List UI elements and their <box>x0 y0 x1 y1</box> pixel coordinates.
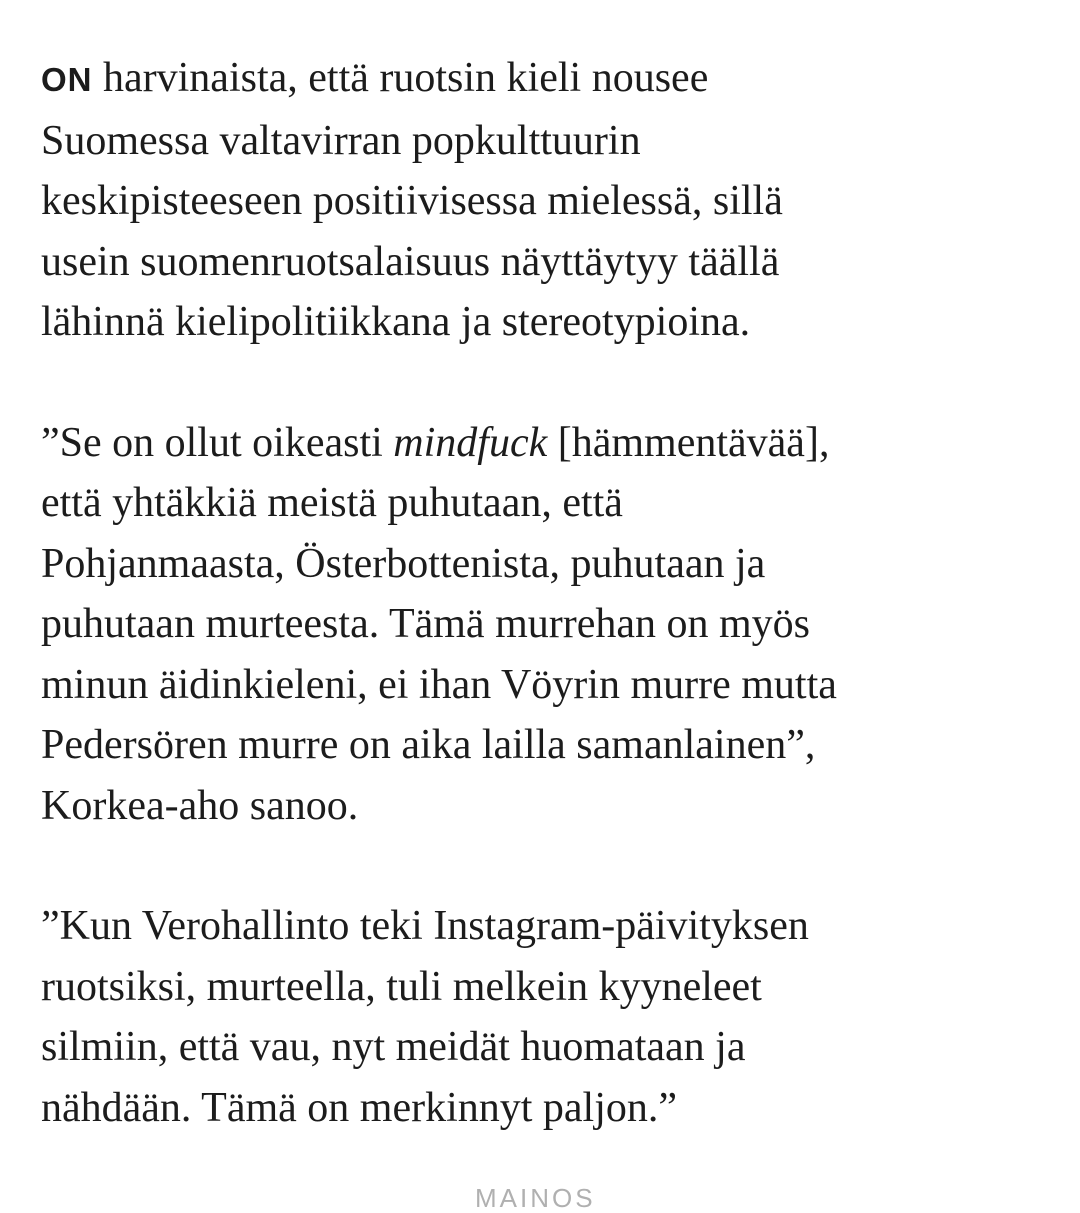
paragraph-line: puhutaan murteesta. Tämä murrehan on myös <box>41 601 811 647</box>
article-body <box>41 48 1051 1198</box>
next-section-label: MAINOS <box>475 1183 596 1213</box>
paragraph-line: ruotsiksi, murteella, tuli melkein kyyneleet <box>41 963 762 1010</box>
paragraph-line: Suomessa valtavirran popkulttuurin <box>41 117 641 164</box>
paragraph-quote-1 <box>41 413 1051 837</box>
paragraph-line: minun äidinkieleni, ei ihan Vöyrin murre mutta <box>41 661 837 708</box>
paragraph-line: nähdään. Tämä on merkinnyt paljon.” <box>41 1084 678 1131</box>
paragraph-line: Pohjanmaasta, Österbottenista, puhutaan ja <box>41 540 766 587</box>
lead-word: ON <box>41 61 93 98</box>
paragraph-line: että yhtäkkiä meistä puhutaan, että <box>41 480 623 526</box>
paragraph-line: Korkea-aho sanoo. <box>41 782 359 829</box>
paragraph-line: usein suomenruotsalaisuus näyttäytyy täällä <box>41 238 780 285</box>
paragraph-quote-2 <box>41 896 1051 1138</box>
paragraph-line: ”Kun Verohallinto teki Instagram-päivityksen <box>41 903 809 949</box>
paragraph-line: silmiin, että vau, nyt meidät huomataan ja <box>41 1024 746 1070</box>
paragraph-intro <box>41 48 1051 353</box>
paragraph-line: Pedersören murre on aika lailla samanlainen”, <box>41 722 816 768</box>
paragraph-line: ON harvinaista, että ruotsin kieli nousee <box>41 55 709 101</box>
italic-term: mindfuck <box>393 419 548 466</box>
paragraph-line: keskipisteeseen positiivisessa mielessä, sillä <box>41 178 783 224</box>
paragraph-line: ”Se on ollut oikeasti mindfuck [hämmentävää], <box>41 419 830 466</box>
paragraph-line: lähinnä kielipolitiikkana ja stereotypioina. <box>41 299 751 345</box>
